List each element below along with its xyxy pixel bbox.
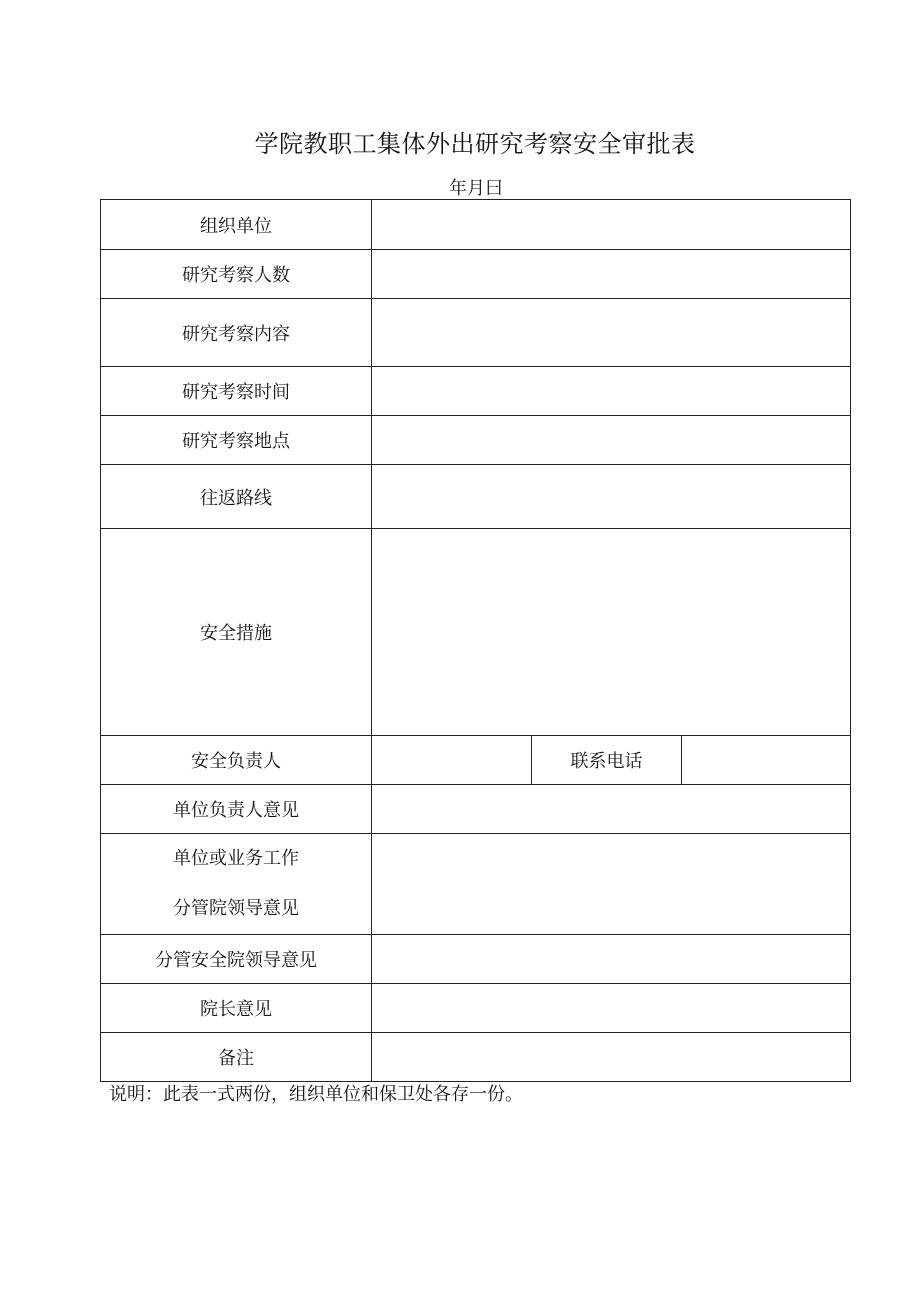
- label-study-content: 研究考察内容: [101, 299, 372, 367]
- label-dept-leader-opinion: [101, 834, 372, 935]
- field-study-time[interactable]: [372, 367, 851, 416]
- field-participant-count[interactable]: [372, 250, 851, 299]
- field-safety-leader-opinion[interactable]: [372, 935, 851, 984]
- row-study-time: [101, 367, 851, 416]
- row-study-location: [101, 416, 851, 465]
- row-organizing-unit: [101, 200, 851, 250]
- field-remarks[interactable]: [372, 1033, 851, 1082]
- field-dept-leader-opinion[interactable]: [372, 834, 851, 935]
- label-dept-leader-line2: 分管院领导意见: [173, 898, 299, 919]
- row-round-trip-route: [101, 465, 851, 529]
- field-unit-head-opinion[interactable]: [372, 785, 851, 834]
- field-round-trip-route[interactable]: [372, 465, 851, 529]
- row-dean-opinion: [101, 984, 851, 1033]
- field-safety-measures[interactable]: [372, 529, 851, 736]
- field-dean-opinion[interactable]: [372, 984, 851, 1033]
- label-safety-officer: 安全负责人: [101, 736, 372, 785]
- label-safety-measures: 安全措施: [101, 529, 372, 736]
- row-remarks: [101, 1033, 851, 1082]
- field-study-content[interactable]: [372, 299, 851, 367]
- label-dean-opinion: 院长意见: [101, 984, 372, 1033]
- footnote: 说明：此表一式两份，组织单位和保卫处各存一份。: [109, 1084, 523, 1105]
- label-dept-leader-line1: 单位或业务工作: [173, 848, 299, 869]
- field-safety-officer[interactable]: [372, 736, 532, 785]
- row-study-content: [101, 299, 851, 367]
- approval-form-table: [100, 199, 851, 1082]
- row-safety-measures: [101, 529, 851, 736]
- form-title: 学院教职工集体外出研究考察安全审批表: [254, 130, 696, 158]
- label-round-trip-route: 往返路线: [101, 465, 372, 529]
- label-remarks: 备注: [101, 1033, 372, 1082]
- row-unit-head-opinion: [101, 785, 851, 834]
- label-participant-count: 研究考察人数: [101, 250, 372, 299]
- row-dept-leader-opinion: [101, 834, 851, 935]
- field-study-location[interactable]: [372, 416, 851, 465]
- field-organizing-unit[interactable]: [372, 200, 851, 250]
- row-safety-officer: [101, 736, 851, 785]
- label-safety-leader-opinion: 分管安全院领导意见: [101, 935, 372, 984]
- row-participant-count: [101, 250, 851, 299]
- label-organizing-unit: 组织单位: [101, 200, 372, 250]
- field-contact-phone[interactable]: [682, 736, 851, 785]
- label-study-location: 研究考察地点: [101, 416, 372, 465]
- label-study-time: 研究考察时间: [101, 367, 372, 416]
- date-line: 年月曰: [449, 178, 503, 199]
- row-safety-leader-opinion: [101, 935, 851, 984]
- label-unit-head-opinion: 单位负责人意见: [101, 785, 372, 834]
- label-contact-phone: 联系电话: [532, 736, 682, 785]
